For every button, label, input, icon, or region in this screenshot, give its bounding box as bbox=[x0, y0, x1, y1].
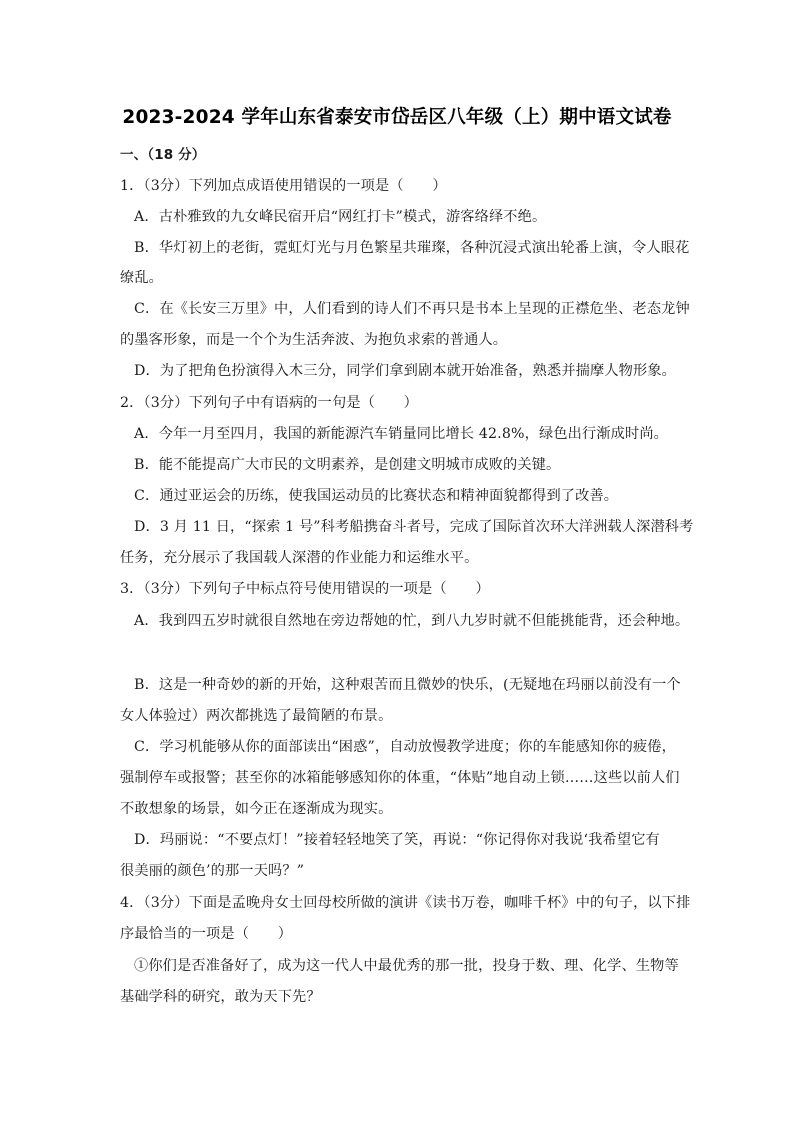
question-3-option-c-cont-2: 不敢想象的场景，如今正在逐渐成为现实。 bbox=[120, 801, 393, 817]
question-3-stem: 3．（3分）下列句子中标点符号使用错误的一项是（ ） bbox=[120, 581, 490, 597]
question-1-option-c-cont: 的墨客形象，而是一个个为生活奔波、为抱负求索的普通人。 bbox=[120, 332, 508, 348]
question-1-option-a: A．古朴雅致的九女峰民宿开启“网红打卡”模式，游客络绎不绝。 bbox=[134, 209, 547, 225]
question-1-option-b: B．华灯初上的老街，霓虹灯光与月色繁星共璀璨，各种沉浸式演出轮番上演，令人眼花 bbox=[134, 240, 690, 256]
question-3-option-b-cont: 女人体验过）两次都挑选了最简陋的布景。 bbox=[120, 708, 393, 724]
section-heading: 一、（18 分） bbox=[120, 147, 206, 163]
question-3-option-d: D．玛丽说：“不要点灯！”接着轻轻地笑了笑，再说：“你记得你对我说‘我希望它有 bbox=[134, 832, 660, 848]
question-2-stem: 2．（3分）下列句子中有语病的一句是（ ） bbox=[120, 395, 419, 411]
question-2-option-d-cont: 任务，充分展示了我国载人深潜的作业能力和运维水平。 bbox=[120, 550, 479, 566]
question-2-option-c: C．通过亚运会的历练，使我国运动员的比赛状态和精神面貌都得到了改善。 bbox=[134, 488, 619, 504]
exam-title: 2023-2024 学年山东省泰安市岱岳区八年级（上）期中语文试卷 bbox=[122, 107, 672, 128]
question-3-option-a: A．我到四五岁时就很自然地在旁边帮她的忙，到八九岁时就不但能挑能背，还会种地。 bbox=[134, 613, 690, 629]
question-2-option-d: D．3 月 11 日，“探索 1 号”科考船携奋斗者号，完成了国际首次环大洋洲载人深潜科考 bbox=[134, 519, 694, 535]
question-2-option-b: B．能不能提高广大市民的文明素养，是创建文明城市成败的关键。 bbox=[134, 457, 561, 473]
question-1-option-c: C．在《长安三万里》中，人们看到的诗人们不再只是书本上呈现的正襟危坐、老态龙钟 bbox=[134, 301, 690, 317]
question-3-option-b: B．这是一种奇妙的新的开始，这种艰苦而且微妙的快乐，(无疑地在玛丽以前没有一个 bbox=[134, 677, 681, 693]
question-3-option-c-cont-1: 强制停车或报警；甚至你的冰箱能够感知你的体重，“体贴”地自动上锁……这些以前人们 bbox=[120, 770, 680, 786]
question-1-stem: 1．（3分）下列加点成语使用错误的一项是（ ） bbox=[120, 178, 447, 194]
question-3-option-d-cont: 很美丽的颜色’的那一天吗？” bbox=[120, 863, 305, 879]
question-2-option-a: A．今年一月至四月，我国的新能源汽车销量同比增长 42.8%，绿色出行渐成时尚。 bbox=[134, 426, 669, 442]
question-4-stem: 4．（3分）下面是孟晚舟女士回母校所做的演讲《读书万卷，咖啡千杯》中的句子，以下排 bbox=[120, 895, 691, 911]
question-4-sentence-1: ①你们是否准备好了，成为这一代人中最优秀的那一批，投身于数、理、化学、生物等 bbox=[134, 958, 679, 974]
question-4-stem-cont: 序最恰当的一项是（ ） bbox=[120, 926, 293, 942]
question-4-sentence-1-cont: 基础学科的研究，敢为天下先？ bbox=[120, 989, 321, 1005]
question-1-option-d: D．为了把角色扮演得入木三分，同学们拿到剧本就开始准备，熟悉并揣摩人物形象。 bbox=[134, 363, 677, 379]
question-1-option-b-cont: 缭乱。 bbox=[120, 270, 164, 286]
question-3-option-c: C．学习机能够从你的面部读出“困惑”，自动放慢教学进度；你的车能感知你的疲倦， bbox=[134, 739, 676, 755]
